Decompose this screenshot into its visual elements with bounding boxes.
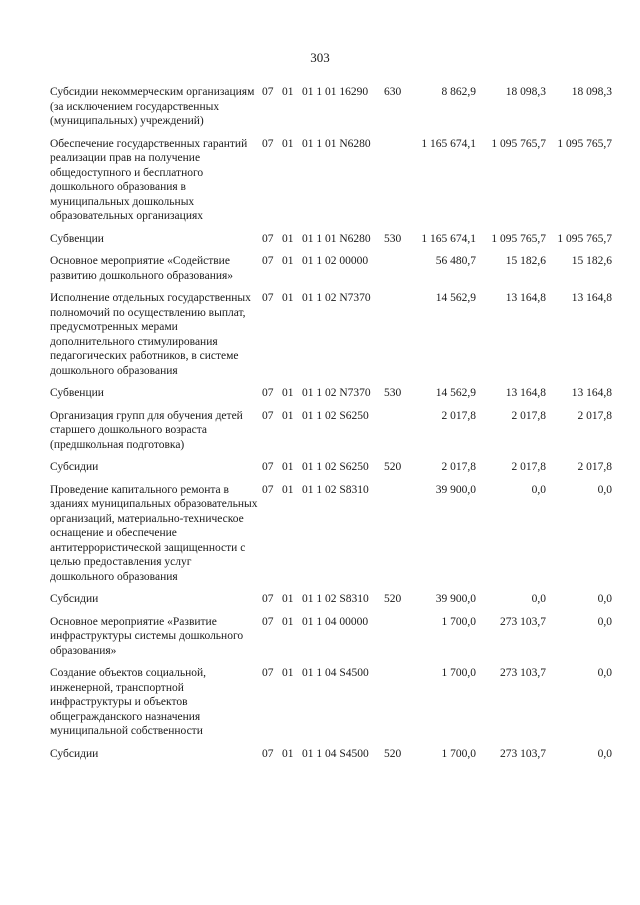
row-name: Исполнение отдельных государственных полномочий по осуществлению выплат, предусмотренных мерами дополнительного стимулирования педагогических работников, в системе дошкольного образования	[50, 292, 251, 377]
row-expense-type	[384, 137, 406, 224]
row-value-1: 39 900,0	[435, 483, 476, 496]
row-value-1: 1 700,0	[441, 667, 476, 679]
row-target-code: 01 1 04 S4500	[302, 747, 369, 760]
row-value-2: 2 017,8	[511, 461, 546, 473]
row-target-code: 01 1 02 S8310	[302, 483, 369, 496]
row-spacer-cell	[50, 658, 622, 666]
row-subsection: 01	[282, 387, 294, 399]
row-name: Субсидии	[50, 747, 99, 760]
row-subsection: 01	[282, 667, 294, 679]
row-section: 07	[262, 387, 274, 399]
row-value-2: 18 098,3	[505, 86, 546, 98]
row-subsection: 01	[282, 483, 294, 496]
row-spacer-cell	[50, 283, 622, 291]
row-expense-type	[384, 666, 406, 739]
row-section: 07	[262, 409, 274, 422]
row-expense-type: 530	[384, 387, 402, 399]
row-spacer	[50, 475, 622, 483]
row-spacer-cell	[50, 739, 622, 747]
row-expense-type	[384, 615, 406, 659]
row-spacer	[50, 378, 622, 386]
table-row	[50, 254, 622, 283]
table-row	[50, 85, 622, 129]
row-spacer	[50, 246, 622, 254]
row-section: 07	[262, 461, 274, 473]
page-number: 303	[310, 50, 330, 65]
row-spacer	[50, 658, 622, 666]
row-spacer-cell	[50, 378, 622, 386]
row-section: 07	[262, 137, 274, 150]
row-name: Субвенции	[50, 232, 104, 245]
row-spacer-cell	[50, 401, 622, 409]
row-name: Основное мероприятие «Содействие развитию дошкольного образования»	[50, 255, 234, 282]
table-row	[50, 747, 622, 762]
row-value-2: 273 103,7	[500, 747, 546, 760]
row-value-1: 2 017,8	[441, 461, 476, 473]
row-value-1: 56 480,7	[435, 255, 476, 267]
row-target-code: 01 1 02 S6250	[302, 409, 369, 422]
row-subsection: 01	[282, 593, 294, 605]
row-value-3: 2 017,8	[577, 409, 612, 422]
row-spacer-cell	[50, 607, 622, 615]
table-row	[50, 592, 622, 607]
row-target-code: 01 1 02 S8310	[302, 593, 369, 605]
row-value-1: 14 562,9	[435, 387, 476, 399]
row-expense-type	[384, 409, 406, 453]
row-target-code: 01 1 01 16290	[302, 86, 369, 98]
row-value-3: 13 164,8	[571, 292, 612, 304]
row-value-1: 14 562,9	[435, 292, 476, 304]
row-value-1: 1 165 674,1	[421, 232, 476, 245]
row-expense-type	[384, 483, 406, 585]
row-spacer	[50, 584, 622, 592]
row-value-1: 1 700,0	[441, 747, 476, 760]
row-value-2: 13 164,8	[505, 387, 546, 399]
row-value-1: 2 017,8	[441, 409, 476, 422]
row-subsection: 01	[282, 292, 294, 304]
table-row	[50, 386, 622, 401]
row-value-2: 0,0	[531, 593, 546, 605]
row-expense-type	[384, 254, 406, 283]
row-value-3: 13 164,8	[571, 387, 612, 399]
row-value-3: 0,0	[597, 615, 612, 628]
row-value-2: 0,0	[531, 483, 546, 496]
row-value-2: 1 095 765,7	[491, 232, 546, 245]
row-value-1: 8 862,9	[441, 86, 476, 98]
row-value-2: 273 103,7	[500, 667, 546, 679]
row-value-1: 1 165 674,1	[421, 137, 476, 150]
row-subsection: 01	[282, 232, 294, 245]
row-expense-type: 520	[384, 593, 402, 605]
row-name: Организация групп для обучения детей старшего дошкольного возраста (предшкольная подготовка)	[50, 409, 243, 451]
row-value-3: 0,0	[597, 483, 612, 496]
row-target-code: 01 1 01 N6280	[302, 137, 371, 150]
row-value-3: 15 182,6	[571, 255, 612, 267]
row-name: Субсидии	[50, 593, 99, 605]
row-section: 07	[262, 292, 274, 304]
budget-table-body	[50, 85, 622, 761]
row-section: 07	[262, 86, 274, 98]
row-subsection: 01	[282, 86, 294, 98]
row-value-3: 0,0	[597, 667, 612, 679]
row-target-code: 01 1 04 S4500	[302, 667, 369, 679]
row-value-2: 1 095 765,7	[491, 137, 546, 150]
row-expense-type: 530	[384, 232, 402, 245]
row-name: Субсидии	[50, 461, 99, 473]
row-spacer-cell	[50, 584, 622, 592]
row-value-1: 1 700,0	[441, 615, 476, 628]
table-row	[50, 409, 622, 453]
row-value-2: 13 164,8	[505, 292, 546, 304]
row-subsection: 01	[282, 615, 294, 628]
table-row	[50, 615, 622, 659]
row-name: Субсидии некоммерческим организациям (за исключением государственных (муниципальных) учреждений)	[50, 86, 255, 127]
row-section: 07	[262, 255, 274, 267]
row-expense-type: 520	[384, 747, 402, 760]
row-spacer	[50, 129, 622, 137]
row-spacer	[50, 401, 622, 409]
row-value-2: 273 103,7	[500, 615, 546, 628]
row-subsection: 01	[282, 461, 294, 473]
row-subsection: 01	[282, 747, 294, 760]
row-section: 07	[262, 667, 274, 679]
table-row	[50, 483, 622, 585]
row-spacer-cell	[50, 452, 622, 460]
row-name: Основное мероприятие «Развитие инфраструктуры системы дошкольного образования»	[50, 615, 244, 657]
row-spacer	[50, 607, 622, 615]
row-name: Субвенции	[50, 387, 104, 399]
row-subsection: 01	[282, 137, 294, 150]
table-row	[50, 666, 622, 739]
row-section: 07	[262, 232, 274, 245]
row-subsection: 01	[282, 409, 294, 422]
row-spacer-cell	[50, 129, 622, 137]
row-value-1: 39 900,0	[435, 593, 476, 605]
table-row	[50, 291, 622, 378]
row-value-3: 2 017,8	[577, 461, 612, 473]
row-value-3: 18 098,3	[571, 86, 612, 98]
row-value-3: 1 095 765,7	[557, 137, 612, 150]
row-expense-type	[384, 291, 406, 378]
row-target-code: 01 1 02 N7370	[302, 387, 371, 399]
row-section: 07	[262, 615, 274, 628]
row-value-3: 0,0	[597, 593, 612, 605]
row-value-2: 15 182,6	[505, 255, 546, 267]
row-value-3: 0,0	[597, 747, 612, 760]
budget-table	[50, 85, 622, 761]
row-section: 07	[262, 747, 274, 760]
row-target-code: 01 1 02 S6250	[302, 461, 369, 473]
table-row	[50, 137, 622, 224]
row-target-code: 01 1 04 00000	[302, 615, 369, 628]
row-expense-type: 520	[384, 461, 402, 473]
row-spacer-cell	[50, 246, 622, 254]
row-spacer	[50, 739, 622, 747]
row-spacer-cell	[50, 475, 622, 483]
row-spacer	[50, 224, 622, 232]
row-expense-type: 630	[384, 86, 402, 98]
row-subsection: 01	[282, 255, 294, 267]
row-target-code: 01 1 01 N6280	[302, 232, 371, 245]
row-target-code: 01 1 02 N7370	[302, 292, 371, 304]
row-name: Обеспечение государственных гарантий реализации прав на получение общедоступного и бесплатного дошкольного образования в муниципальных дошкольных образовательных организациях	[50, 137, 248, 222]
row-value-2: 2 017,8	[511, 409, 546, 422]
row-spacer	[50, 452, 622, 460]
row-spacer-cell	[50, 224, 622, 232]
row-name: Проведение капитального ремонта в зданиях муниципальных образовательных организаций, материально-техническое оснащение и обеспечение антитеррористической защищенности с целью предоставления услуг дошкольного образования	[50, 483, 258, 583]
row-section: 07	[262, 483, 274, 496]
row-section: 07	[262, 593, 274, 605]
row-target-code: 01 1 02 00000	[302, 255, 369, 267]
row-spacer	[50, 283, 622, 291]
row-value-3: 1 095 765,7	[557, 232, 612, 245]
table-row	[50, 460, 622, 475]
table-row	[50, 232, 622, 247]
row-name: Создание объектов социальной, инженерной, транспортной инфраструктуры и объектов общегражданского назначения муниципальной собственности	[50, 667, 207, 737]
